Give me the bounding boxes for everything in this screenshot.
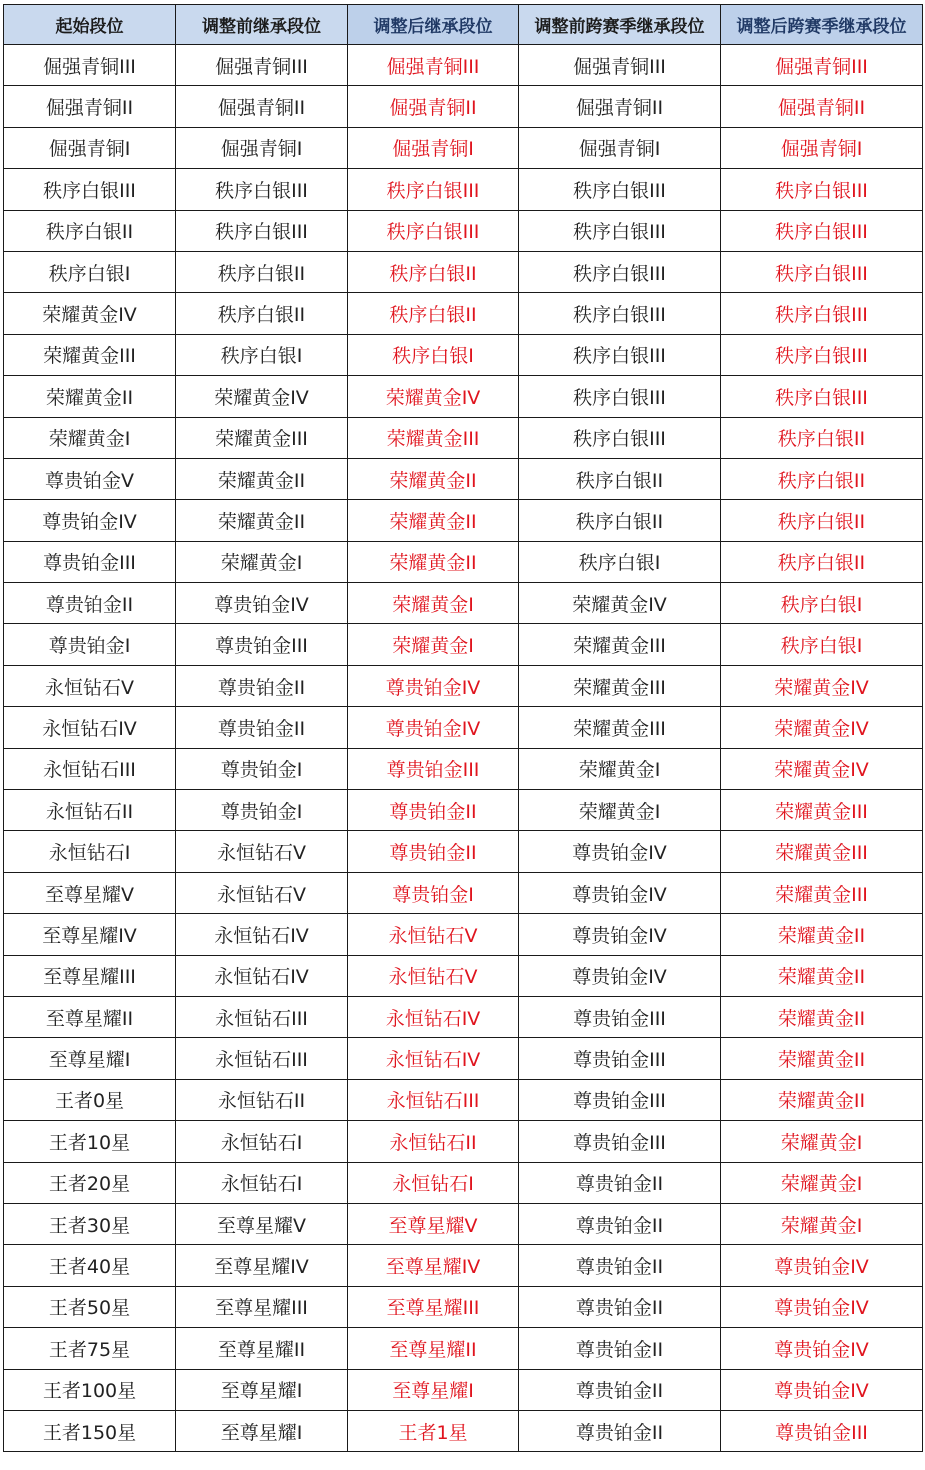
cell-start-rank: 永恒钻石I bbox=[4, 831, 176, 872]
cell-before-cross-season: 尊贵铂金II bbox=[519, 1203, 721, 1244]
cell-before-cross-season: 尊贵铂金III bbox=[519, 1121, 721, 1162]
cell-start-rank: 尊贵铂金III bbox=[4, 541, 176, 582]
cell-after-inherit: 尊贵铂金IV bbox=[348, 707, 519, 748]
cell-after-inherit: 永恒钻石I bbox=[348, 1162, 519, 1203]
cell-before-inherit: 倔强青铜II bbox=[176, 86, 348, 127]
cell-before-cross-season: 尊贵铂金II bbox=[519, 1286, 721, 1327]
header-after-inherit: 调整后继承段位 bbox=[348, 5, 519, 45]
cell-start-rank: 秩序白银I bbox=[4, 251, 176, 292]
header-start-rank: 起始段位 bbox=[4, 5, 176, 45]
cell-before-inherit: 秩序白银III bbox=[176, 169, 348, 210]
cell-before-cross-season: 秩序白银III bbox=[519, 334, 721, 375]
cell-before-inherit: 至尊星耀I bbox=[176, 1369, 348, 1410]
cell-before-cross-season: 尊贵铂金II bbox=[519, 1162, 721, 1203]
cell-start-rank: 王者40星 bbox=[4, 1245, 176, 1286]
cell-before-inherit: 尊贵铂金I bbox=[176, 790, 348, 831]
cell-before-cross-season: 秩序白银III bbox=[519, 293, 721, 334]
cell-before-cross-season: 秩序白银III bbox=[519, 169, 721, 210]
cell-after-inherit: 秩序白银II bbox=[348, 293, 519, 334]
cell-after-inherit: 荣耀黄金I bbox=[348, 624, 519, 665]
table-row bbox=[4, 1245, 923, 1286]
cell-after-cross-season: 秩序白银II bbox=[721, 500, 923, 541]
cell-after-cross-season: 尊贵铂金III bbox=[721, 1410, 923, 1451]
cell-after-inherit: 尊贵铂金II bbox=[348, 790, 519, 831]
header-before-inherit: 调整前继承段位 bbox=[176, 5, 348, 45]
cell-before-cross-season: 尊贵铂金II bbox=[519, 1328, 721, 1369]
cell-before-inherit: 荣耀黄金II bbox=[176, 458, 348, 499]
cell-start-rank: 永恒钻石III bbox=[4, 748, 176, 789]
cell-start-rank: 王者20星 bbox=[4, 1162, 176, 1203]
cell-before-inherit: 秩序白银II bbox=[176, 293, 348, 334]
cell-after-cross-season: 秩序白银III bbox=[721, 376, 923, 417]
cell-after-cross-season: 尊贵铂金IV bbox=[721, 1286, 923, 1327]
cell-start-rank: 至尊星耀I bbox=[4, 1038, 176, 1079]
table-row bbox=[4, 127, 923, 168]
cell-after-cross-season: 倔强青铜I bbox=[721, 127, 923, 168]
cell-before-cross-season: 荣耀黄金IV bbox=[519, 583, 721, 624]
cell-before-cross-season: 倔强青铜II bbox=[519, 86, 721, 127]
header-row bbox=[4, 5, 923, 45]
cell-before-cross-season: 尊贵铂金II bbox=[519, 1245, 721, 1286]
cell-start-rank: 秩序白银III bbox=[4, 169, 176, 210]
table-row bbox=[4, 417, 923, 458]
cell-after-inherit: 秩序白银III bbox=[348, 169, 519, 210]
cell-after-inherit: 荣耀黄金III bbox=[348, 417, 519, 458]
cell-after-cross-season: 秩序白银III bbox=[721, 251, 923, 292]
cell-after-cross-season: 荣耀黄金I bbox=[721, 1203, 923, 1244]
cell-after-cross-season: 秩序白银I bbox=[721, 624, 923, 665]
cell-before-inherit: 秩序白银II bbox=[176, 251, 348, 292]
cell-after-inherit: 永恒钻石III bbox=[348, 1079, 519, 1120]
table-row bbox=[4, 458, 923, 499]
cell-after-inherit: 永恒钻石II bbox=[348, 1121, 519, 1162]
cell-before-cross-season: 尊贵铂金III bbox=[519, 1038, 721, 1079]
cell-before-cross-season: 尊贵铂金II bbox=[519, 1369, 721, 1410]
cell-before-inherit: 永恒钻石I bbox=[176, 1162, 348, 1203]
cell-before-cross-season: 尊贵铂金IV bbox=[519, 872, 721, 913]
cell-before-inherit: 至尊星耀I bbox=[176, 1410, 348, 1451]
cell-after-cross-season: 秩序白银III bbox=[721, 334, 923, 375]
cell-start-rank: 荣耀黄金I bbox=[4, 417, 176, 458]
cell-start-rank: 王者0星 bbox=[4, 1079, 176, 1120]
cell-start-rank: 尊贵铂金V bbox=[4, 458, 176, 499]
cell-start-rank: 至尊星耀V bbox=[4, 872, 176, 913]
cell-before-cross-season: 尊贵铂金III bbox=[519, 996, 721, 1037]
cell-start-rank: 倔强青铜I bbox=[4, 127, 176, 168]
cell-after-inherit: 秩序白银I bbox=[348, 334, 519, 375]
cell-before-inherit: 永恒钻石IV bbox=[176, 914, 348, 955]
cell-after-inherit: 荣耀黄金II bbox=[348, 500, 519, 541]
cell-before-cross-season: 秩序白银I bbox=[519, 541, 721, 582]
cell-before-inherit: 永恒钻石III bbox=[176, 1038, 348, 1079]
table-row bbox=[4, 748, 923, 789]
cell-start-rank: 王者75星 bbox=[4, 1328, 176, 1369]
table-header bbox=[4, 5, 923, 45]
cell-after-cross-season: 荣耀黄金IV bbox=[721, 707, 923, 748]
cell-start-rank: 至尊星耀II bbox=[4, 996, 176, 1037]
table-row bbox=[4, 169, 923, 210]
cell-after-cross-season: 尊贵铂金IV bbox=[721, 1369, 923, 1410]
cell-before-cross-season: 荣耀黄金I bbox=[519, 748, 721, 789]
cell-after-inherit: 永恒钻石V bbox=[348, 955, 519, 996]
cell-before-cross-season: 尊贵铂金IV bbox=[519, 831, 721, 872]
cell-before-cross-season: 尊贵铂金IV bbox=[519, 914, 721, 955]
cell-after-cross-season: 秩序白银III bbox=[721, 210, 923, 251]
table-row bbox=[4, 500, 923, 541]
cell-start-rank: 永恒钻石V bbox=[4, 665, 176, 706]
cell-before-inherit: 尊贵铂金I bbox=[176, 748, 348, 789]
cell-after-cross-season: 秩序白银II bbox=[721, 458, 923, 499]
cell-after-cross-season: 荣耀黄金II bbox=[721, 1038, 923, 1079]
cell-before-inherit: 尊贵铂金III bbox=[176, 624, 348, 665]
table-row bbox=[4, 1121, 923, 1162]
cell-before-cross-season: 秩序白银III bbox=[519, 251, 721, 292]
cell-after-inherit: 永恒钻石IV bbox=[348, 996, 519, 1037]
table-row bbox=[4, 541, 923, 582]
cell-before-cross-season: 荣耀黄金III bbox=[519, 665, 721, 706]
cell-after-cross-season: 荣耀黄金III bbox=[721, 790, 923, 831]
cell-after-inherit: 倔强青铜I bbox=[348, 127, 519, 168]
table-row bbox=[4, 583, 923, 624]
cell-after-cross-season: 荣耀黄金IV bbox=[721, 665, 923, 706]
cell-before-cross-season: 荣耀黄金III bbox=[519, 707, 721, 748]
cell-before-inherit: 秩序白银III bbox=[176, 210, 348, 251]
rank-inheritance-table-container bbox=[3, 4, 923, 1452]
cell-before-inherit: 至尊星耀V bbox=[176, 1203, 348, 1244]
table-row bbox=[4, 1328, 923, 1369]
cell-start-rank: 尊贵铂金II bbox=[4, 583, 176, 624]
cell-after-inherit: 尊贵铂金IV bbox=[348, 665, 519, 706]
table-row bbox=[4, 996, 923, 1037]
cell-before-cross-season: 秩序白银III bbox=[519, 210, 721, 251]
cell-before-inherit: 荣耀黄金II bbox=[176, 500, 348, 541]
table-row bbox=[4, 45, 923, 86]
cell-after-inherit: 荣耀黄金II bbox=[348, 458, 519, 499]
cell-after-cross-season: 荣耀黄金II bbox=[721, 996, 923, 1037]
cell-before-inherit: 永恒钻石II bbox=[176, 1079, 348, 1120]
cell-after-inherit: 荣耀黄金II bbox=[348, 541, 519, 582]
cell-after-inherit: 尊贵铂金II bbox=[348, 831, 519, 872]
cell-before-inherit: 尊贵铂金IV bbox=[176, 583, 348, 624]
cell-start-rank: 至尊星耀IV bbox=[4, 914, 176, 955]
table-row bbox=[4, 1203, 923, 1244]
table-row bbox=[4, 1038, 923, 1079]
cell-before-cross-season: 尊贵铂金III bbox=[519, 1079, 721, 1120]
cell-after-inherit: 秩序白银II bbox=[348, 251, 519, 292]
cell-before-inherit: 尊贵铂金II bbox=[176, 665, 348, 706]
cell-start-rank: 王者150星 bbox=[4, 1410, 176, 1451]
cell-start-rank: 尊贵铂金I bbox=[4, 624, 176, 665]
cell-after-inherit: 永恒钻石IV bbox=[348, 1038, 519, 1079]
cell-after-inherit: 倔强青铜II bbox=[348, 86, 519, 127]
table-row bbox=[4, 1162, 923, 1203]
cell-start-rank: 王者10星 bbox=[4, 1121, 176, 1162]
table-row bbox=[4, 1079, 923, 1120]
table-row bbox=[4, 872, 923, 913]
cell-after-inherit: 荣耀黄金IV bbox=[348, 376, 519, 417]
table-body bbox=[4, 45, 923, 1452]
cell-after-cross-season: 荣耀黄金IV bbox=[721, 748, 923, 789]
cell-before-cross-season: 荣耀黄金I bbox=[519, 790, 721, 831]
cell-after-cross-season: 秩序白银III bbox=[721, 169, 923, 210]
cell-start-rank: 倔强青铜III bbox=[4, 45, 176, 86]
cell-before-cross-season: 尊贵铂金IV bbox=[519, 955, 721, 996]
table-row bbox=[4, 665, 923, 706]
cell-start-rank: 尊贵铂金IV bbox=[4, 500, 176, 541]
table-row bbox=[4, 1410, 923, 1451]
cell-start-rank: 至尊星耀III bbox=[4, 955, 176, 996]
cell-after-cross-season: 荣耀黄金II bbox=[721, 1079, 923, 1120]
cell-after-cross-season: 荣耀黄金I bbox=[721, 1121, 923, 1162]
cell-before-inherit: 至尊星耀IV bbox=[176, 1245, 348, 1286]
table-row bbox=[4, 624, 923, 665]
table-row bbox=[4, 210, 923, 251]
table-row bbox=[4, 293, 923, 334]
cell-before-cross-season: 尊贵铂金II bbox=[519, 1410, 721, 1451]
cell-after-inherit: 倔强青铜III bbox=[348, 45, 519, 86]
cell-after-inherit: 至尊星耀I bbox=[348, 1369, 519, 1410]
cell-after-inherit: 尊贵铂金III bbox=[348, 748, 519, 789]
cell-after-inherit: 荣耀黄金I bbox=[348, 583, 519, 624]
cell-after-cross-season: 倔强青铜II bbox=[721, 86, 923, 127]
cell-before-cross-season: 秩序白银II bbox=[519, 500, 721, 541]
cell-before-inherit: 永恒钻石I bbox=[176, 1121, 348, 1162]
cell-start-rank: 王者30星 bbox=[4, 1203, 176, 1244]
cell-before-inherit: 秩序白银I bbox=[176, 334, 348, 375]
table-row bbox=[4, 1286, 923, 1327]
table-row bbox=[4, 914, 923, 955]
cell-after-inherit: 尊贵铂金I bbox=[348, 872, 519, 913]
cell-after-inherit: 永恒钻石V bbox=[348, 914, 519, 955]
cell-start-rank: 荣耀黄金III bbox=[4, 334, 176, 375]
rank-inheritance-table bbox=[3, 4, 923, 1452]
cell-after-cross-season: 荣耀黄金I bbox=[721, 1162, 923, 1203]
cell-before-inherit: 倔强青铜I bbox=[176, 127, 348, 168]
cell-before-inherit: 荣耀黄金IV bbox=[176, 376, 348, 417]
cell-after-cross-season: 秩序白银I bbox=[721, 583, 923, 624]
cell-after-inherit: 至尊星耀II bbox=[348, 1328, 519, 1369]
cell-before-cross-season: 倔强青铜III bbox=[519, 45, 721, 86]
cell-after-inherit: 至尊星耀IV bbox=[348, 1245, 519, 1286]
table-row bbox=[4, 334, 923, 375]
cell-after-inherit: 王者1星 bbox=[348, 1410, 519, 1451]
cell-before-inherit: 倔强青铜III bbox=[176, 45, 348, 86]
cell-after-cross-season: 荣耀黄金II bbox=[721, 914, 923, 955]
cell-after-cross-season: 尊贵铂金IV bbox=[721, 1245, 923, 1286]
cell-start-rank: 永恒钻石IV bbox=[4, 707, 176, 748]
table-row bbox=[4, 1369, 923, 1410]
table-row bbox=[4, 251, 923, 292]
table-row bbox=[4, 86, 923, 127]
cell-start-rank: 王者100星 bbox=[4, 1369, 176, 1410]
cell-start-rank: 荣耀黄金IV bbox=[4, 293, 176, 334]
table-row bbox=[4, 790, 923, 831]
table-row bbox=[4, 955, 923, 996]
cell-before-inherit: 永恒钻石V bbox=[176, 872, 348, 913]
cell-after-cross-season: 秩序白银III bbox=[721, 293, 923, 334]
cell-before-inherit: 荣耀黄金III bbox=[176, 417, 348, 458]
cell-after-cross-season: 倔强青铜III bbox=[721, 45, 923, 86]
header-after-cross-season: 调整后跨赛季继承段位 bbox=[721, 5, 923, 45]
cell-before-inherit: 永恒钻石IV bbox=[176, 955, 348, 996]
cell-before-cross-season: 倔强青铜I bbox=[519, 127, 721, 168]
cell-before-inherit: 尊贵铂金II bbox=[176, 707, 348, 748]
cell-before-cross-season: 荣耀黄金III bbox=[519, 624, 721, 665]
table-row bbox=[4, 831, 923, 872]
cell-before-cross-season: 秩序白银III bbox=[519, 376, 721, 417]
cell-before-inherit: 至尊星耀II bbox=[176, 1328, 348, 1369]
cell-before-inherit: 永恒钻石III bbox=[176, 996, 348, 1037]
cell-start-rank: 秩序白银II bbox=[4, 210, 176, 251]
cell-start-rank: 王者50星 bbox=[4, 1286, 176, 1327]
cell-after-inherit: 至尊星耀III bbox=[348, 1286, 519, 1327]
cell-after-cross-season: 尊贵铂金IV bbox=[721, 1328, 923, 1369]
cell-after-cross-season: 荣耀黄金III bbox=[721, 872, 923, 913]
cell-start-rank: 永恒钻石II bbox=[4, 790, 176, 831]
cell-before-cross-season: 秩序白银III bbox=[519, 417, 721, 458]
cell-after-cross-season: 秩序白银II bbox=[721, 417, 923, 458]
header-before-cross-season: 调整前跨赛季继承段位 bbox=[519, 5, 721, 45]
cell-after-inherit: 秩序白银III bbox=[348, 210, 519, 251]
cell-start-rank: 荣耀黄金II bbox=[4, 376, 176, 417]
cell-before-inherit: 永恒钻石V bbox=[176, 831, 348, 872]
cell-before-inherit: 荣耀黄金I bbox=[176, 541, 348, 582]
cell-before-inherit: 至尊星耀III bbox=[176, 1286, 348, 1327]
cell-after-cross-season: 荣耀黄金III bbox=[721, 831, 923, 872]
cell-after-cross-season: 荣耀黄金II bbox=[721, 955, 923, 996]
table-row bbox=[4, 376, 923, 417]
cell-before-cross-season: 秩序白银II bbox=[519, 458, 721, 499]
cell-after-cross-season: 秩序白银II bbox=[721, 541, 923, 582]
cell-after-inherit: 至尊星耀V bbox=[348, 1203, 519, 1244]
cell-start-rank: 倔强青铜II bbox=[4, 86, 176, 127]
table-row bbox=[4, 707, 923, 748]
